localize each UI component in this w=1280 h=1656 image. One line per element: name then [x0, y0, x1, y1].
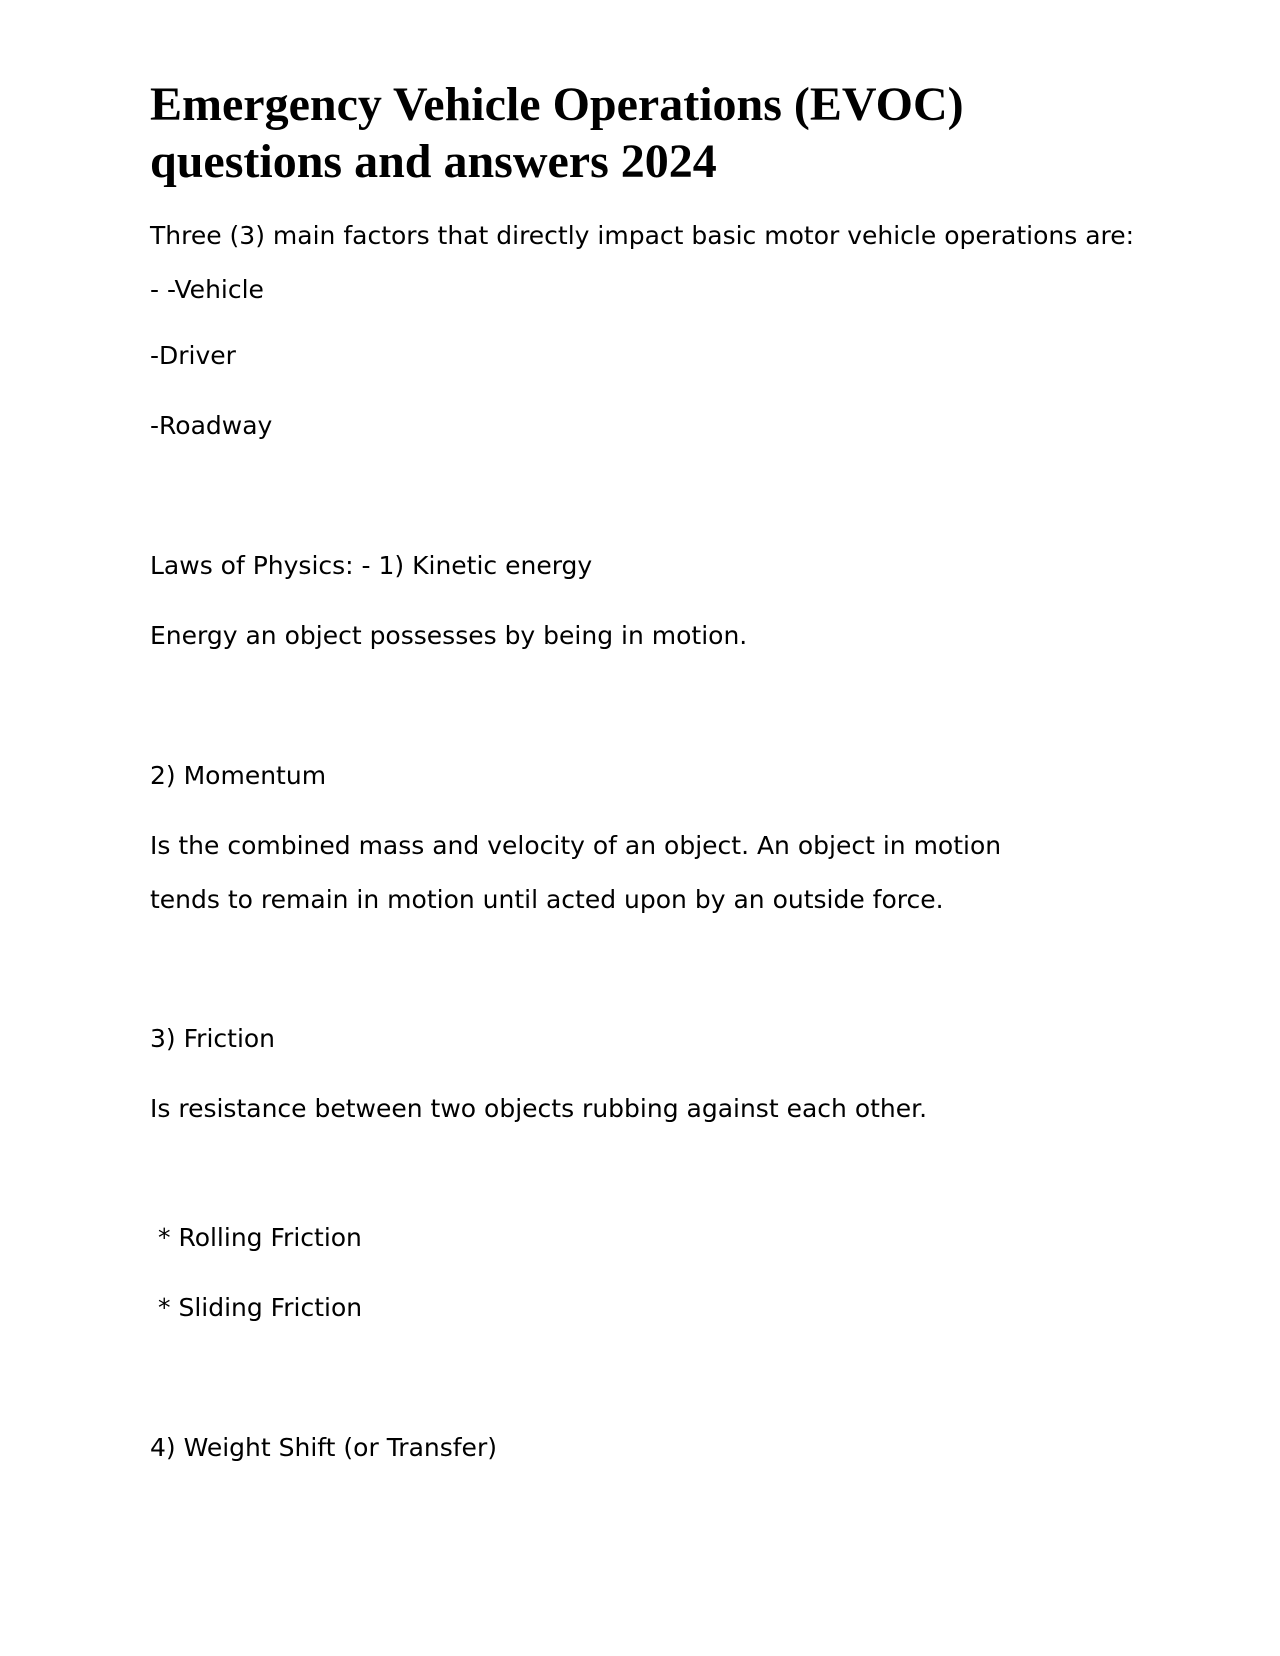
list-item-sliding-friction: * Sliding Friction: [158, 1293, 363, 1322]
paragraph-driver: -Driver: [150, 341, 236, 370]
paragraph-main-factors: Three (3) main factors that directly impact basic motor vehicle operations are: - -Vehicle: [150, 221, 1135, 304]
paragraph-laws-of-physics: Laws of Physics: - 1) Kinetic energy: [150, 551, 593, 580]
document-title: Emergency Vehicle Operations (EVOC) questions and answers 2024: [150, 78, 964, 188]
paragraph-momentum-definition: Is the combined mass and velocity of an object. An object in motion tends to remain in motion until acted upon by an outside force.: [150, 831, 1002, 914]
paragraph-friction-heading: 3) Friction: [150, 1024, 276, 1053]
paragraph-kinetic-definition: Energy an object possesses by being in motion.: [150, 621, 748, 650]
paragraph-roadway: -Roadway: [150, 411, 273, 440]
paragraph-momentum-heading: 2) Momentum: [150, 761, 327, 790]
list-item-rolling-friction: * Rolling Friction: [158, 1223, 362, 1252]
paragraph-friction-definition: Is resistance between two objects rubbing against each other.: [150, 1094, 928, 1123]
paragraph-weight-shift-heading: 4) Weight Shift (or Transfer): [150, 1433, 497, 1462]
